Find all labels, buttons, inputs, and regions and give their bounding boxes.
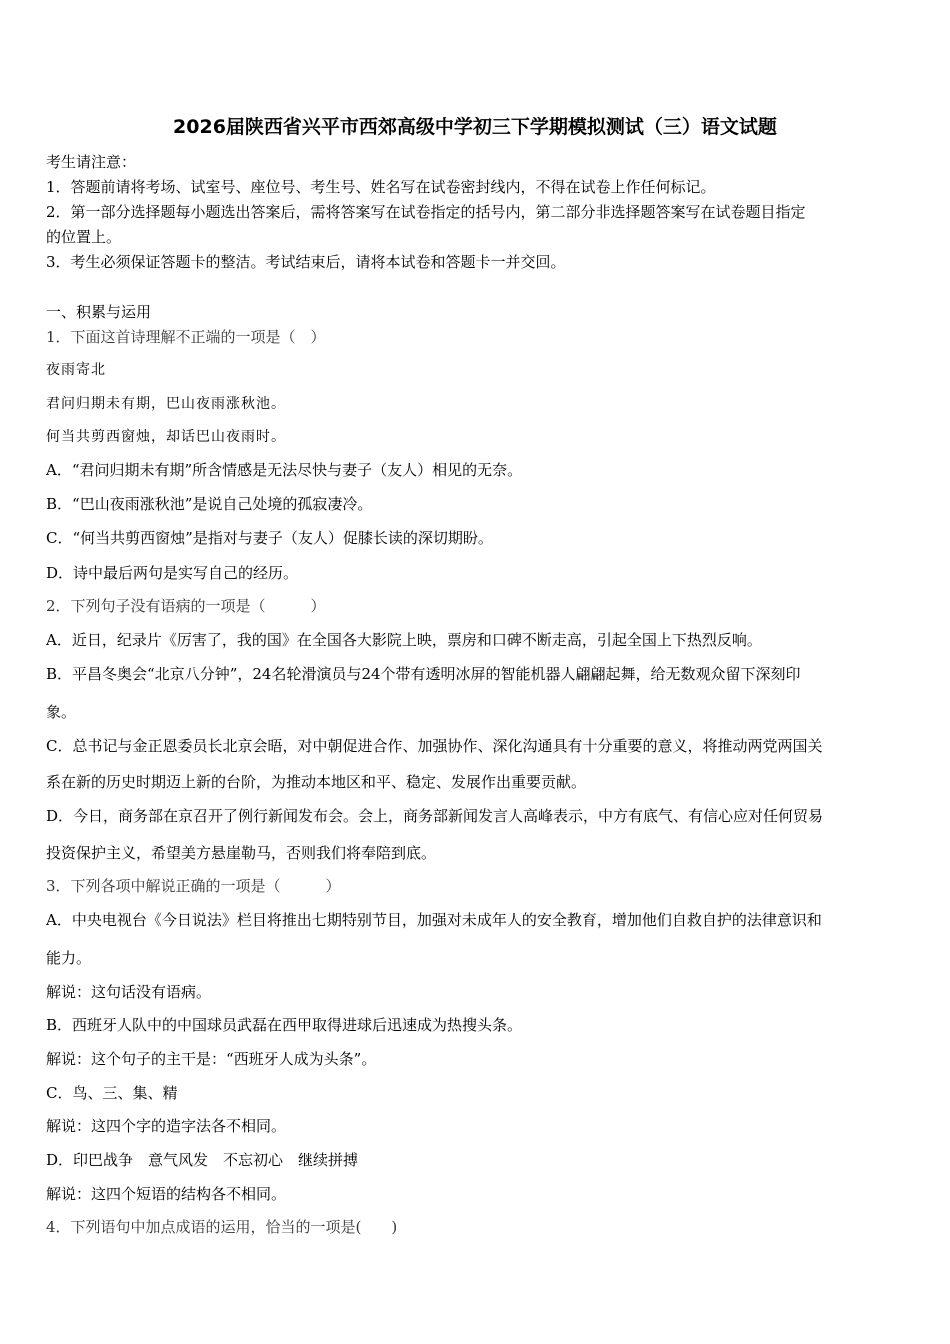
question-3-explanation-d: 解说：这四个短语的结构各不相同。 (46, 1185, 287, 1203)
question-4-stem: 4．下列语句中加点成语的运用，恰当的一项是( ) (46, 1218, 398, 1236)
question-2-option-d: D．今日，商务部在京召开了例行新闻发布会。会上，商务部新闻发言人高峰表示，中方有底气、有信心应对任何贸易 (46, 807, 824, 825)
question-2-option-a: A．近日，纪录片《厉害了，我的国》在全国各大影院上映，票房和口碑不断走高，引起全国上下热烈反响。 (46, 631, 762, 649)
question-3-option-c: C．鸟、三、集、精 (46, 1084, 178, 1102)
notice-item: 的位置上。 (46, 228, 122, 246)
page-title: 2026届陕西省兴平市西郊高级中学初三下学期模拟测试（三）语文试题 (173, 116, 777, 138)
question-1-option-b: B．“巴山夜雨涨秋池”是说自己处境的孤寂凄冷。 (46, 495, 373, 513)
notice-item: 2．第一部分选择题每小题选出答案后，需将答案写在试卷指定的括号内，第二部分非选择题答案写在试卷题目指定 (46, 203, 806, 221)
question-3-explanation-c: 解说：这四个字的造字法各不相同。 (46, 1117, 287, 1135)
question-2-option-c-cont: 系在新的历史时期迈上新的台阶，为推动本地区和平、稳定、发展作出重要贡献。 (46, 773, 587, 791)
question-3-option-a-cont: 能力。 (46, 949, 92, 967)
section-heading: 一、积累与运用 (46, 303, 152, 321)
question-3-option-b: B．西班牙人队中的中国球员武磊在西甲取得进球后迅速成为热搜头条。 (46, 1016, 523, 1034)
question-3-explanation-a: 解说：这句话没有语病。 (46, 983, 212, 1001)
question-3-option-a: A．中央电视台《今日说法》栏目将推出七期特别节目，加强对未成年人的安全教育，增加他们自救自护的法律意识和 (46, 911, 822, 929)
question-1-option-a: A．“君问归期未有期”所含情感是无法尽快与妻子（友人）相见的无奈。 (46, 461, 523, 479)
notice-heading: 考生请注意： (46, 153, 137, 171)
question-2-option-c: C．总书记与金正恩委员长北京会晤，对中朝促进合作、加强协作、深化沟通具有十分重要的意义，将推动两党两国关 (46, 737, 823, 755)
question-3-stem: 3．下列各项中解说正确的一项是（ ） (46, 877, 341, 895)
question-1-stem: 1．下面这首诗理解不正端的一项是（ ） (46, 328, 326, 346)
question-3-option-d: D．印巴战争 意气风发 不忘初心 继续拼搏 (46, 1151, 359, 1169)
question-2-option-b-cont: 象。 (46, 703, 77, 721)
poem-title: 夜雨寄北 (46, 362, 106, 378)
notice-item: 1．答题前请将考场、试室号、座位号、考生号、姓名写在试卷密封线内，不得在试卷上作任何标记。 (46, 178, 716, 196)
question-1-option-d: D．诗中最后两句是实写自己的经历。 (46, 564, 299, 582)
question-2-stem: 2．下列句子没有语病的一项是（ ） (46, 597, 326, 615)
question-2-option-b: B．平昌冬奥会“北京八分钟”，24名轮滑演员与24个带有透明冰屏的智能机器人翩翩起舞，给无数观众留下深刻印 (46, 665, 801, 683)
question-1-option-c: C．“何当共剪西窗烛”是指对与妻子（友人）促膝长读的深切期盼。 (46, 529, 493, 547)
poem-line: 何当共剪西窗烛，却话巴山夜雨时。 (46, 429, 286, 445)
question-3-explanation-b: 解说：这个句子的主干是：“西班牙人成为头条”。 (46, 1050, 377, 1068)
question-2-option-d-cont: 投资保护主义，希望美方悬崖勒马，否则我们将奉陪到底。 (46, 844, 437, 862)
notice-item: 3．考生必须保证答题卡的整洁。考试结束后，请将本试卷和答题卡一并交回。 (46, 253, 566, 271)
poem-line: 君问归期未有期，巴山夜雨涨秋池。 (46, 396, 286, 412)
